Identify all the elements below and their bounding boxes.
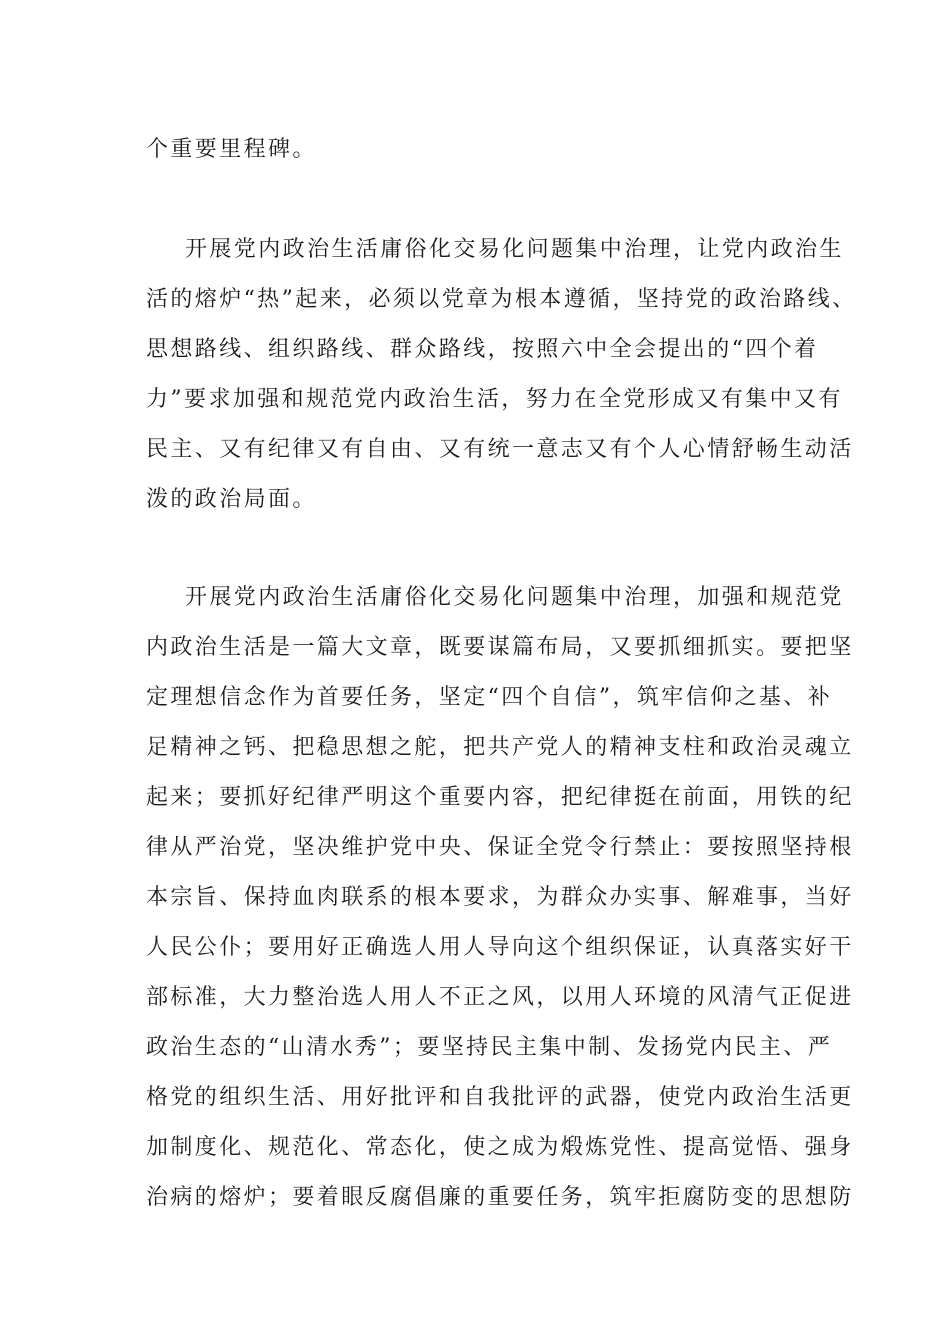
text-line: 思想路线、组织路线、群众路线，按照六中全会提出的“四个着 <box>146 337 819 362</box>
text-line: 活的熔炉“热”起来，必须以党章为根本遵循，坚持党的政治路线、 <box>146 287 857 312</box>
text-line: 内政治生活是一篇大文章，既要谋篇布局，又要抓细抓实。要把坚 <box>146 635 854 660</box>
text-line: 本宗旨、保持血肉联系的根本要求，为群众办实事、解难事，当好 <box>146 885 854 910</box>
text-line: 部标准，大力整治选人用人不正之风，以用人环境的风清气正促进 <box>146 985 854 1010</box>
text-line: 足精神之钙、把稳思想之舵，把共产党人的精神支柱和政治灵魂立 <box>146 735 854 760</box>
text-line: 定理想信念作为首要任务，坚定“四个自信”，筑牢信仰之基、补 <box>146 685 833 710</box>
text-line: 起来；要抓好纪律严明这个重要内容，把纪律挺在前面，用铁的纪 <box>146 785 854 810</box>
text-line: 加制度化、规范化、常态化，使之成为煅炼党性、提高觉悟、强身 <box>146 1135 854 1160</box>
text-line: 泼的政治局面。 <box>146 487 317 512</box>
text-line: 格党的组织生活、用好批评和自我批评的武器，使党内政治生活更 <box>146 1085 854 1110</box>
text-line: 人民公仆；要用好正确选人用人导向这个组织保证，认真落实好干 <box>146 935 854 960</box>
paragraph-first-line: 开展党内政治生活庸俗化交易化问题集中治理，加强和规范党 <box>185 585 844 610</box>
text-line: 政治生态的“山清水秀”；要坚持民主集中制、发扬党内民主、严 <box>146 1035 833 1060</box>
paragraph-first-line: 开展党内政治生活庸俗化交易化问题集中治理，让党内政治生 <box>185 237 844 262</box>
text-line: 个重要里程碑。 <box>146 137 317 162</box>
text-line: 律从严治党，坚决维护党中央、保证全党令行禁止：要按照坚持根 <box>146 835 854 860</box>
text-line: 力”要求加强和规范党内政治生活，努力在全党形成又有集中又有 <box>146 387 843 412</box>
text-line: 治病的熔炉；要着眼反腐倡廉的重要任务，筑牢拒腐防变的思想防 <box>146 1185 854 1210</box>
text-line: 民主、又有纪律又有自由、又有统一意志又有个人心情舒畅生动活 <box>146 437 854 462</box>
